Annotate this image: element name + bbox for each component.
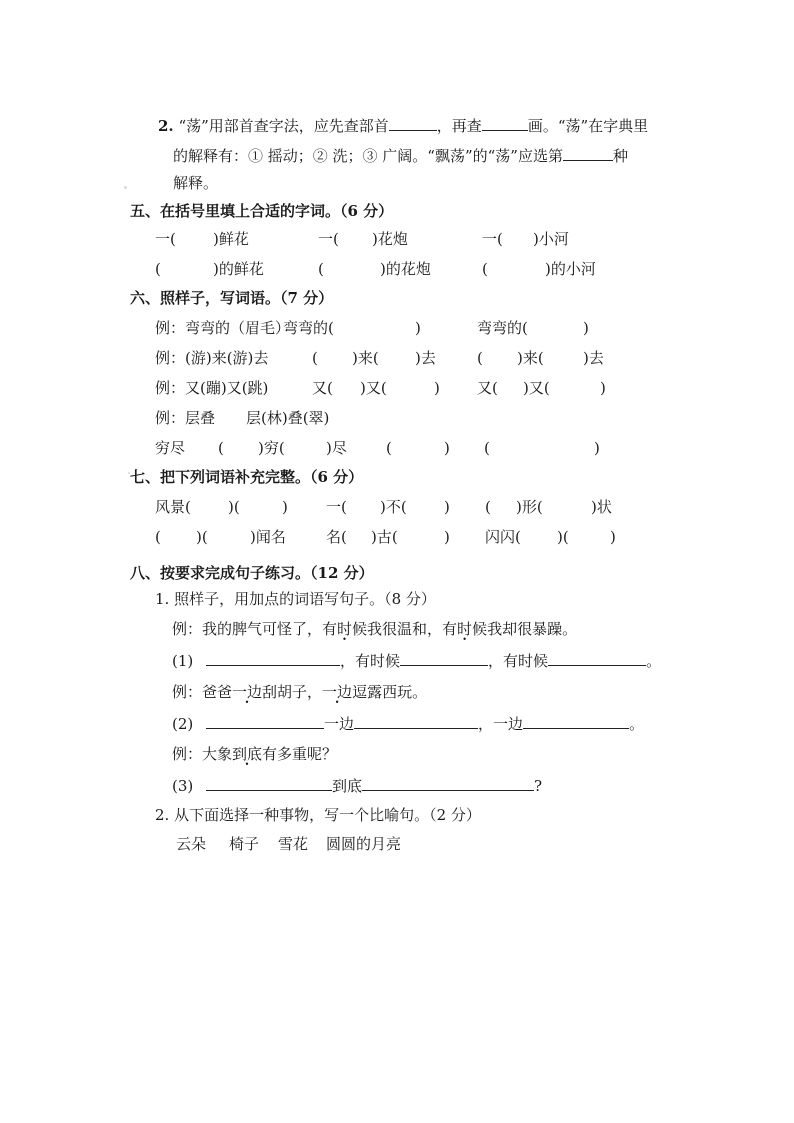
s6-ex2-c: )去 — [415, 349, 436, 367]
s6-ex2-a[interactable]: ( — [312, 349, 318, 367]
s6-r5-c[interactable]: )穷( — [258, 439, 285, 457]
s8-answer-1: (1) ，有时候 ，有时候 。 — [172, 652, 662, 670]
section-8-title: 八、按要求完成句子练习。（12 分） — [130, 564, 374, 582]
q2-blank-meaning[interactable] — [563, 145, 613, 161]
s7-r1-3[interactable]: 一( — [326, 498, 347, 516]
dotted-word: 一边 — [232, 683, 263, 701]
s5-r1-c3a[interactable]: 一( — [482, 230, 503, 248]
s8-a3-blank-1[interactable] — [206, 775, 332, 791]
s6-r5-b[interactable]: ( — [218, 439, 224, 457]
s6-ex2-f: )去 — [583, 349, 604, 367]
s8-option-3: 雪花 — [278, 835, 309, 853]
s7-r1-5: ) — [444, 498, 450, 516]
dotted-word: 到底 — [232, 745, 263, 763]
s6-ex1-b: ) — [415, 319, 421, 337]
s6-ex3-a[interactable]: 又( — [312, 379, 333, 397]
s6-ex3-d[interactable]: 又( — [477, 379, 498, 397]
s5-r2-c3b: )的小河 — [545, 260, 596, 278]
s8-q1-title: 1. 照样子，用加点的词语写句子。（8 分） — [155, 590, 436, 608]
s6-example-1: 例：弯弯的（眉毛） — [155, 319, 291, 337]
s6-ex3-b[interactable]: )又( — [360, 379, 387, 397]
s8-q2-title: 2. 从下面选择一种事物，写一个比喻句。（2 分） — [155, 806, 481, 824]
s8-a1-blank-2[interactable] — [400, 650, 488, 666]
s7-r1-8: )状 — [591, 498, 612, 516]
section-7-title: 七、把下列词语补充完整。（6 分） — [130, 468, 364, 486]
dotted-word: 一边 — [322, 683, 353, 701]
s6-r5-h: ) — [594, 439, 600, 457]
s7-r2-7[interactable]: )( — [557, 528, 569, 546]
s6-r5-f: ) — [444, 439, 450, 457]
s8-example-1: 例：我的脾气可怪了，有时候我很温和，有时候我却很暴躁。 — [172, 620, 578, 638]
s8-answer-3: (3) 到底 ? — [172, 777, 543, 795]
s6-r5-d: )尽 — [326, 439, 347, 457]
s5-r2-c1b: )的鲜花 — [213, 260, 264, 278]
s8-answer-2: (2) 一边 ，一边 。 — [172, 715, 645, 733]
s7-r2-0[interactable]: ( — [155, 528, 161, 546]
s6-r5-e[interactable]: ( — [386, 439, 392, 457]
s8-a1-blank-1[interactable] — [206, 650, 340, 666]
s5-r1-c1b: )鲜花 — [213, 230, 249, 248]
q2-line-1: 2. “荡”用部首查字法，应先查部首 ，再查 画。“荡”在字典里 — [158, 117, 649, 135]
s5-r1-c3b: )小河 — [533, 230, 569, 248]
s5-r2-c2a[interactable]: ( — [318, 260, 324, 278]
s5-r1-c2b: )花炮 — [372, 230, 408, 248]
s7-r1-4[interactable]: )不( — [380, 498, 407, 516]
q2-line-3: 解释。 — [173, 174, 219, 192]
s5-r2-c2b: )的花炮 — [380, 260, 431, 278]
s8-a1-blank-3[interactable] — [548, 650, 646, 666]
s6-ex2-d[interactable]: ( — [477, 349, 483, 367]
s5-r1-c1a[interactable]: 一( — [155, 230, 176, 248]
s7-r1-7[interactable]: )形( — [516, 498, 543, 516]
s6-example-3: 例：又(蹦)又(跳) — [155, 379, 269, 397]
dotted-word: 有时候 — [442, 620, 488, 638]
s6-r5-g[interactable]: ( — [484, 439, 490, 457]
s6-ex2-b[interactable]: )来( — [352, 349, 379, 367]
s7-r1-2: ) — [282, 498, 288, 516]
s7-r2-4[interactable]: )古( — [371, 528, 398, 546]
dotted-word: 有时候 — [322, 620, 368, 638]
s8-a2-blank-3[interactable] — [523, 713, 629, 729]
s7-r1-6[interactable]: ( — [485, 498, 491, 516]
s6-ex1-a[interactable]: 弯弯的( — [283, 319, 334, 337]
q2-blank-radical[interactable] — [389, 115, 437, 131]
s6-ex1-c[interactable]: 弯弯的( — [477, 319, 528, 337]
s5-r2-c3a[interactable]: ( — [482, 260, 488, 278]
s8-a3-blank-2[interactable] — [362, 775, 534, 791]
scan-speck — [124, 186, 127, 189]
s8-a2-blank-2[interactable] — [354, 713, 478, 729]
s7-r2-8: ) — [610, 528, 616, 546]
q2-blank-strokes[interactable] — [482, 115, 528, 131]
q2-line-2: 的解释有：① 摇动；② 洗；③ 广阔。“飘荡”的“荡”应选第 种 — [173, 147, 628, 165]
s7-r1-1[interactable]: )( — [228, 498, 240, 516]
s6-ex1-d: ) — [583, 319, 589, 337]
s7-r2-5: ) — [444, 528, 450, 546]
s6-ex3-f: ) — [600, 379, 606, 397]
s6-r5-word: 穷尽 — [155, 439, 186, 457]
section-6-title: 六、照样子，写词语。（7 分） — [130, 289, 334, 307]
s5-r2-c1a[interactable]: ( — [155, 260, 161, 278]
s8-option-4: 圆圆的月亮 — [326, 835, 402, 853]
s8-option-1: 云朵 — [176, 835, 207, 853]
s6-ex3-c: ) — [434, 379, 440, 397]
s8-a2-blank-1[interactable] — [206, 713, 324, 729]
s6-example-4: 例：层叠 — [155, 409, 216, 427]
s5-r1-c2a[interactable]: 一( — [318, 230, 339, 248]
s8-option-2: 椅子 — [229, 835, 260, 853]
s7-r2-6[interactable]: 闪闪( — [485, 528, 521, 546]
scan-speck — [128, 472, 130, 474]
s7-r1-0[interactable]: 风景( — [155, 498, 191, 516]
s6-ex2-e[interactable]: )来( — [517, 349, 544, 367]
s6-example-2: 例：(游)来(游)去 — [155, 349, 269, 367]
s7-r2-2: )闻名 — [250, 528, 286, 546]
s8-example-3: 例：大象到底有多重呢？ — [172, 745, 338, 763]
s7-r2-3[interactable]: 名( — [326, 528, 347, 546]
s6-example-4b: 层(林)叠(翠) — [246, 409, 330, 427]
s7-r2-1[interactable]: )( — [196, 528, 208, 546]
s8-example-2: 例：爸爸一边刮胡子，一边逗露西玩。 — [172, 683, 428, 701]
s6-ex3-e[interactable]: )又( — [523, 379, 550, 397]
section-5-title: 五、在括号里填上合适的字词。（6 分） — [130, 202, 394, 220]
